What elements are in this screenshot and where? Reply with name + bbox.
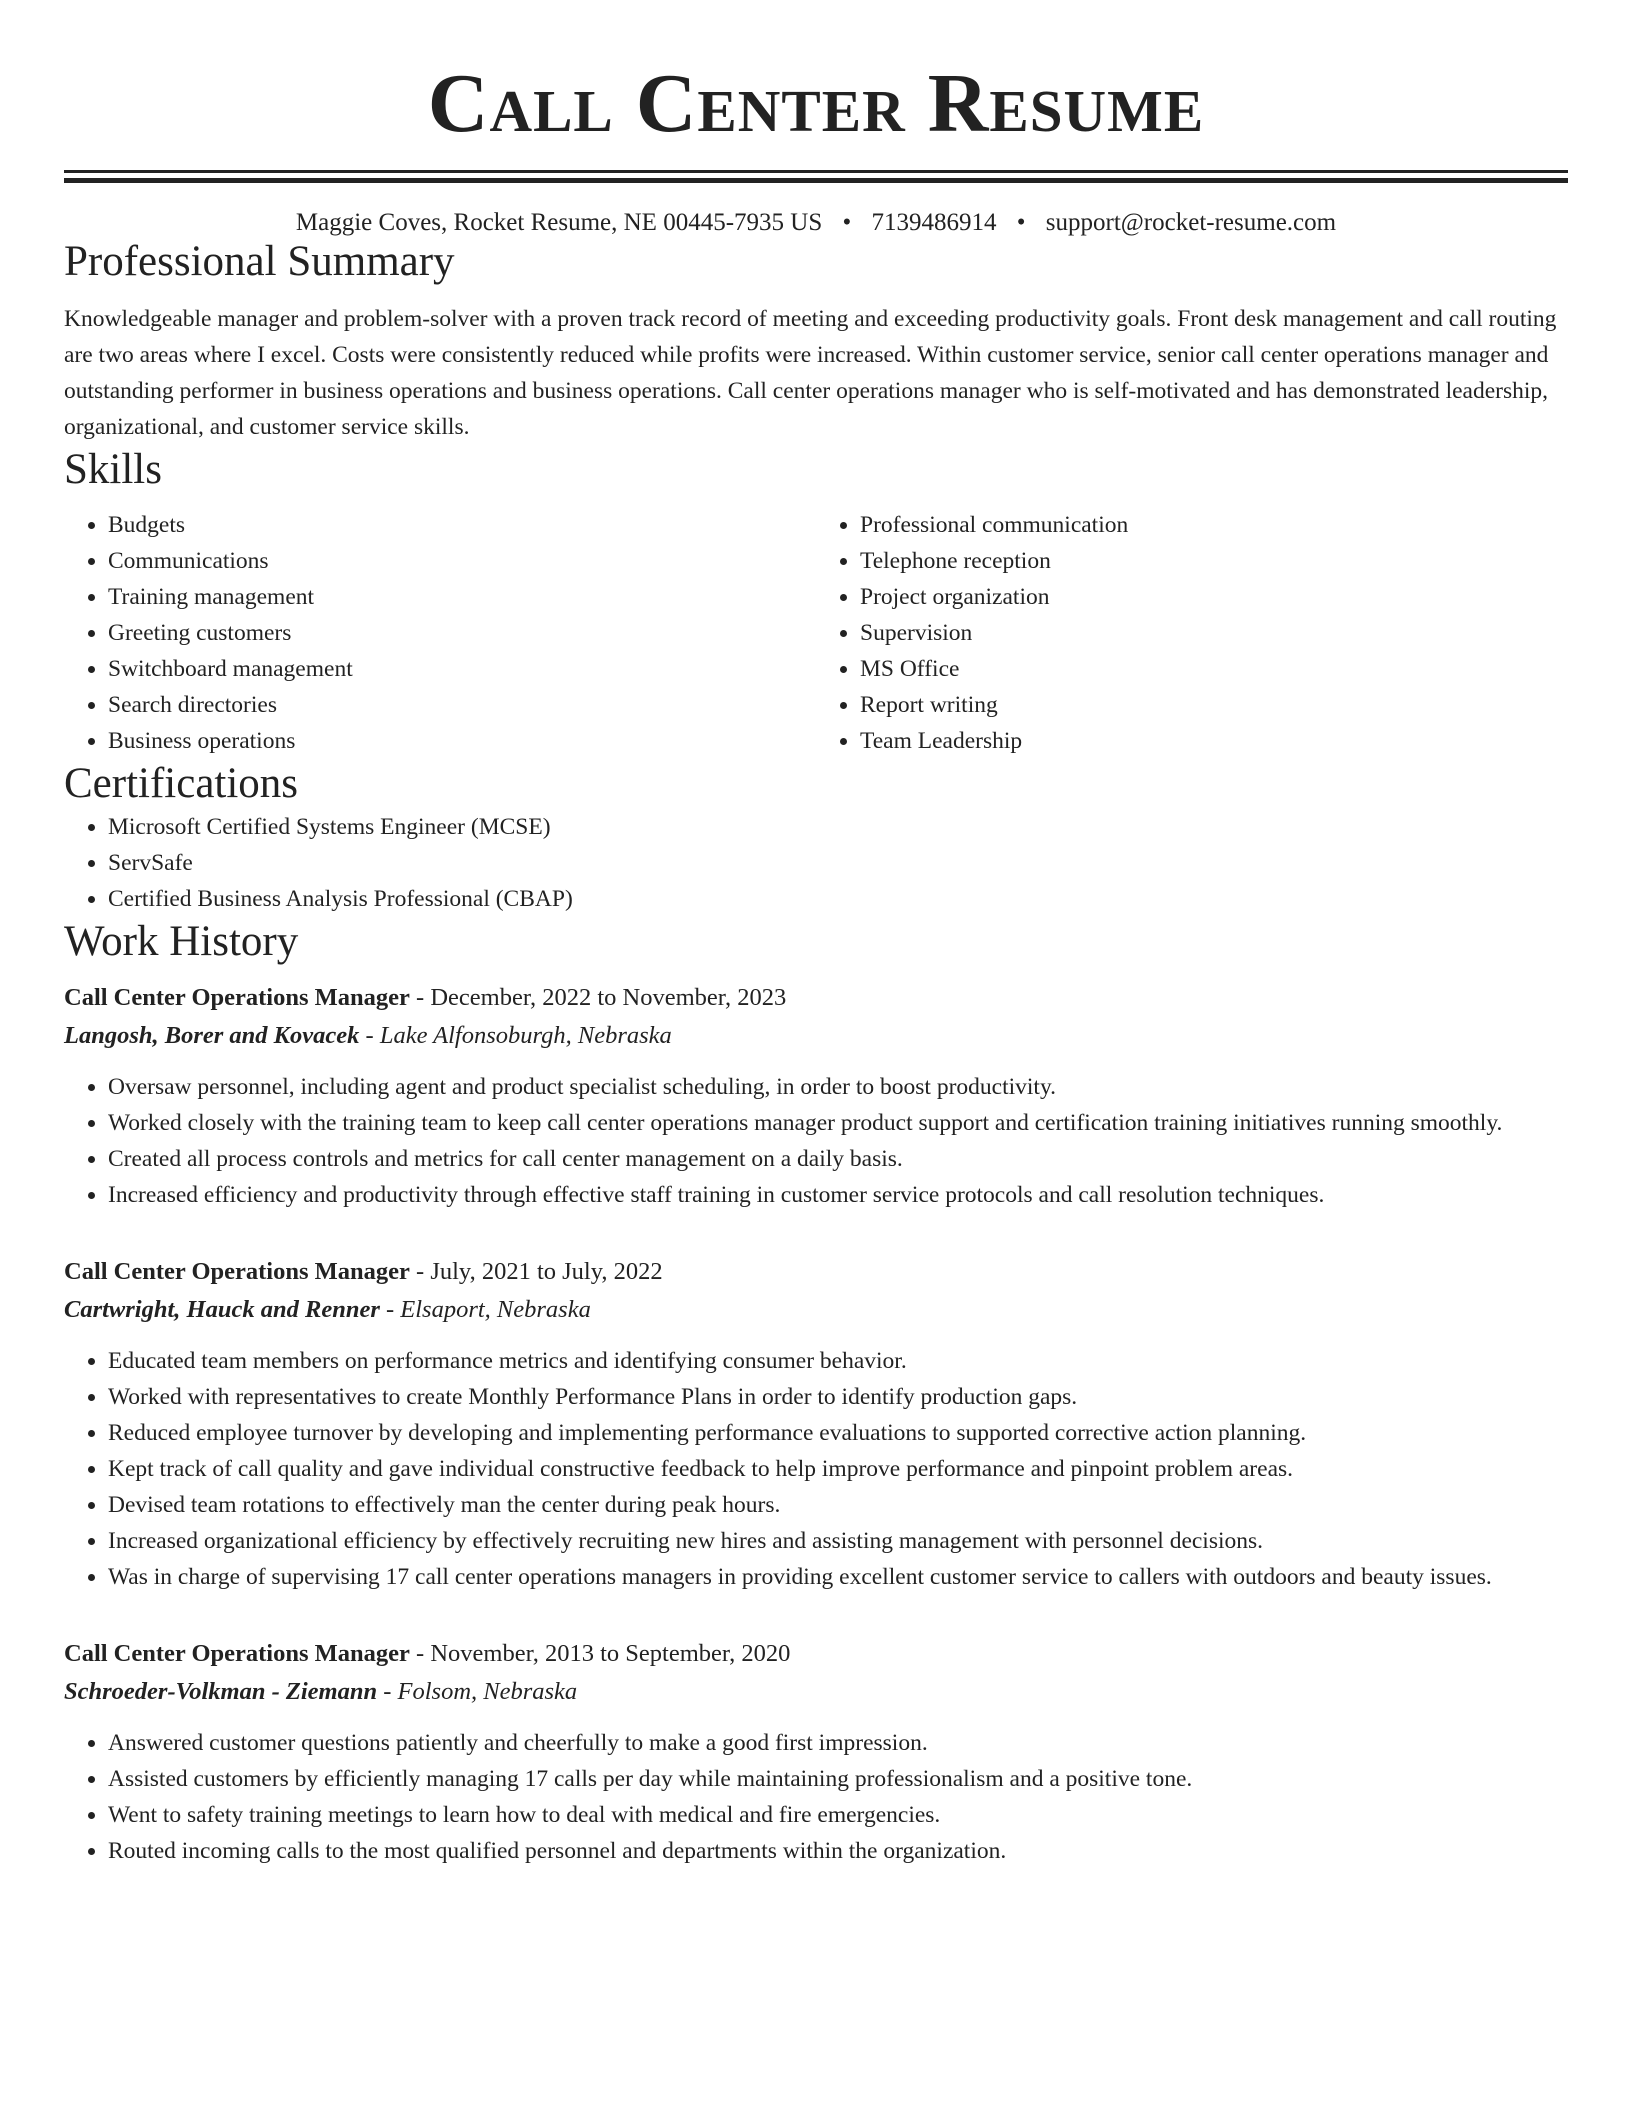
skills-heading: Skills — [64, 446, 162, 493]
job-dates: December, 2022 to November, 2023 — [430, 984, 787, 1011]
skill-item: • Telephone reception — [860, 543, 1568, 579]
skills-list-right — [816, 507, 1568, 759]
skill-item: • Professional communication — [860, 507, 1568, 543]
skill-item: • Search directories — [108, 687, 816, 723]
job-entry — [64, 979, 1568, 1213]
job-company-line: Langosh, Borer and Kovacek - Lake Alfonsoburgh, Nebraska — [64, 1022, 672, 1049]
contact-address: Maggie Coves, Rocket Resume, NE 00445-7935 US — [295, 209, 823, 236]
job-entry — [64, 1253, 1568, 1595]
skill-item: • Training management — [108, 579, 816, 615]
job-duty-item: • Was in charge of supervising 17 call center operations managers in providing excellent customer service to callers with outdoors and beauty issues. — [108, 1559, 1568, 1595]
job-title: Call Center Operations Manager — [64, 1258, 410, 1285]
skill-item: • Project organization — [860, 579, 1568, 615]
job-title: Call Center Operations Manager — [64, 1640, 410, 1667]
job-duty-item: • Went to safety training meetings to learn how to deal with medical and fire emergencies. — [108, 1797, 1568, 1833]
job-duties-list — [64, 1069, 1568, 1213]
job-duty-item: • Kept track of call quality and gave individual constructive feedback to help improve performance and pinpoint problem areas. — [108, 1451, 1568, 1487]
job-dates: November, 2013 to September, 2020 — [430, 1640, 791, 1667]
contact-email: support@rocket-resume.com — [1045, 209, 1337, 236]
job-company: Schroeder-Volkman - Ziemann — [64, 1678, 378, 1705]
job-location: Folsom, Nebraska — [397, 1678, 578, 1705]
certification-item: • Microsoft Certified Systems Engineer (MCSE) — [108, 809, 1568, 845]
job-duties-list — [64, 1725, 1568, 1869]
job-company-line: Cartwright, Hauck and Renner - Elsaport, Nebraska — [64, 1296, 591, 1323]
summary-text: Knowledgeable manager and problem-solver with a proven track record of meeting and exceeding productivity goals. Front desk management and call routing are two areas where I excel. Costs were consistently reduced while profits were increased. Within customer service, senior call center operations manager and outstanding performer in business operations and business operations. Call center operations manager who is self-motivated and has demonstrated leadership, organizational, and customer service skills. — [64, 306, 1557, 440]
job-duty-item: • Worked with representatives to create Monthly Performance Plans in order to identify production gaps. — [108, 1379, 1568, 1415]
job-location: Elsaport, Nebraska — [400, 1296, 591, 1323]
work-history-heading: Work History — [64, 918, 299, 965]
certification-item: • Certified Business Analysis Professional (CBAP) — [108, 881, 1568, 917]
contact-phone: 7139486914 — [871, 209, 997, 236]
job-duty-item: • Reduced employee turnover by developing and implementing performance evaluations to supported corrective action planning. — [108, 1415, 1568, 1451]
job-company: Cartwright, Hauck and Renner — [64, 1296, 380, 1323]
skill-item: • Team Leadership — [860, 723, 1568, 759]
job-title-line: Call Center Operations Manager - July, 2021 to July, 2022 — [64, 1258, 663, 1285]
job-duty-item: • Educated team members on performance metrics and identifying consumer behavior. — [108, 1343, 1568, 1379]
skill-item: • Supervision — [860, 615, 1568, 651]
resume-title: Call Center Resume — [427, 57, 1205, 150]
skill-item: • Switchboard management — [108, 651, 816, 687]
skill-item: • Budgets — [108, 507, 816, 543]
job-duty-item: • Answered customer questions patiently and cheerfully to make a good first impression. — [108, 1725, 1568, 1761]
job-duty-item: • Increased organizational efficiency by effectively recruiting new hires and assisting management with personnel decisions. — [108, 1523, 1568, 1559]
job-duties-list — [64, 1343, 1568, 1595]
contact-separator: • — [842, 209, 852, 236]
job-title-line: Call Center Operations Manager - November, 2013 to September, 2020 — [64, 1640, 791, 1667]
contact-separator: • — [1016, 209, 1026, 236]
job-location: Lake Alfonsoburgh, Nebraska — [379, 1022, 672, 1049]
contact-line — [64, 209, 1568, 237]
job-duty-item: • Oversaw personnel, including agent and product specialist scheduling, in order to boost productivity. — [108, 1069, 1568, 1105]
job-duty-item: • Devised team rotations to effectively man the center during peak hours. — [108, 1487, 1568, 1523]
skills-list-left — [64, 507, 816, 759]
job-duty-item: • Worked closely with the training team to keep call center operations manager product support and certification training initiatives running smoothly. — [108, 1105, 1568, 1141]
certifications-list — [64, 809, 1568, 917]
skill-item: • Communications — [108, 543, 816, 579]
job-entry — [64, 1635, 1568, 1869]
job-duty-item: • Increased efficiency and productivity through effective staff training in customer service protocols and call resolution techniques. — [108, 1177, 1568, 1213]
job-title-line: Call Center Operations Manager - December, 2022 to November, 2023 — [64, 984, 787, 1011]
skill-item: • Business operations — [108, 723, 816, 759]
skill-item: • MS Office — [860, 651, 1568, 687]
certification-item: • ServSafe — [108, 845, 1568, 881]
job-dates: July, 2021 to July, 2022 — [430, 1258, 663, 1285]
skill-item: • Greeting customers — [108, 615, 816, 651]
job-company: Langosh, Borer and Kovacek — [64, 1022, 360, 1049]
title-divider — [64, 170, 1568, 173]
job-duty-item: • Routed incoming calls to the most qualified personnel and departments within the organization. — [108, 1833, 1568, 1869]
summary-heading: Professional Summary — [64, 238, 455, 285]
skill-item: • Report writing — [860, 687, 1568, 723]
skills-columns — [64, 507, 1568, 759]
job-company-line: Schroeder-Volkman - Ziemann - Folsom, Nebraska — [64, 1678, 578, 1705]
job-duty-item: • Created all process controls and metrics for call center management on a daily basis. — [108, 1141, 1568, 1177]
job-title: Call Center Operations Manager — [64, 984, 410, 1011]
certifications-heading: Certifications — [64, 760, 299, 807]
job-duty-item: • Assisted customers by efficiently managing 17 calls per day while maintaining professionalism and a positive tone. — [108, 1761, 1568, 1797]
